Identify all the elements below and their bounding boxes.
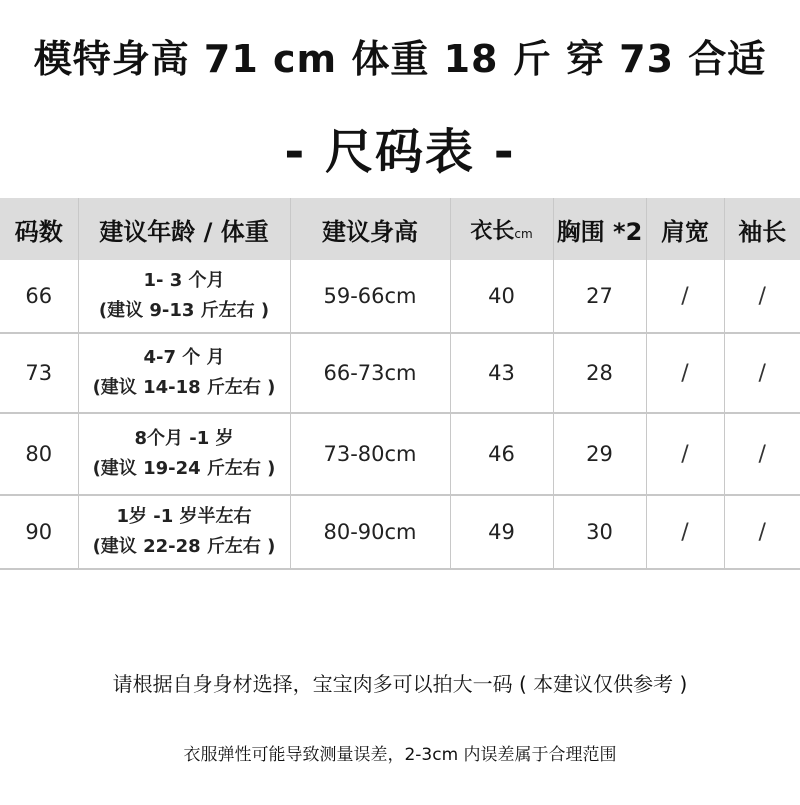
age-weight-cell	[78, 413, 290, 495]
length-cell: 40	[450, 260, 553, 333]
size-cell: 73	[0, 333, 78, 413]
model-info-headline: 模特身高 71 cm 体重 18 斤 穿 73 合适	[33, 37, 767, 81]
shoulder-cell: /	[646, 413, 724, 495]
sleeve-cell: /	[724, 333, 800, 413]
sleeve-cell: /	[724, 260, 800, 333]
col-header-shoulder: 肩宽	[646, 198, 724, 260]
col-header-age-weight: 建议年龄 / 体重	[78, 198, 290, 260]
sleeve-cell: /	[724, 413, 800, 495]
age-text: 8个月 -1 岁	[134, 428, 234, 449]
table-row	[0, 495, 800, 569]
weight-text: (建议 9-13 斤左右 )	[98, 300, 270, 321]
sizing-advice-note: 请根据自身身材选择，宝宝肉多可以拍大一码 ( 本建议仅供参考 )	[112, 672, 688, 696]
col-header-length-unit: cm	[514, 226, 533, 241]
table-row	[0, 260, 800, 333]
chest-cell: 30	[553, 495, 646, 569]
chest-cell: 29	[553, 413, 646, 495]
chest-cell: 27	[553, 260, 646, 333]
height-cell: 73-80cm	[290, 413, 450, 495]
shoulder-cell: /	[646, 495, 724, 569]
length-cell: 46	[450, 413, 553, 495]
col-header-length	[450, 198, 553, 260]
col-header-height: 建议身高	[290, 198, 450, 260]
height-cell: 80-90cm	[290, 495, 450, 569]
col-header-chest: 胸围 *2	[553, 198, 646, 260]
col-header-length-label: 衣长	[470, 218, 515, 244]
shoulder-cell: /	[646, 333, 724, 413]
age-weight-cell	[78, 495, 290, 569]
size-chart-title: - 尺码表 -	[284, 124, 516, 180]
measurement-tolerance-note: 衣服弹性可能导致测量误差，2-3cm 内误差属于合理范围	[183, 745, 617, 765]
size-cell: 90	[0, 495, 78, 569]
shoulder-cell: /	[646, 260, 724, 333]
size-cell: 80	[0, 413, 78, 495]
weight-text: (建议 14-18 斤左右 )	[92, 377, 276, 398]
col-header-size: 码数	[14, 217, 63, 246]
sleeve-cell: /	[724, 495, 800, 569]
age-text: 1岁 -1 岁半左右	[116, 506, 252, 527]
age-weight-cell	[78, 260, 290, 333]
height-cell: 59-66cm	[290, 260, 450, 333]
table-row	[0, 413, 800, 495]
chest-cell: 28	[553, 333, 646, 413]
age-weight-cell	[78, 333, 290, 413]
weight-text: (建议 22-28 斤左右 )	[92, 536, 276, 557]
size-cell: 66	[0, 260, 78, 333]
age-text: 4-7 个 月	[143, 347, 225, 368]
length-cell: 43	[450, 333, 553, 413]
size-chart-table	[0, 198, 800, 570]
table-row	[0, 333, 800, 413]
col-header-sleeve: 袖长	[724, 198, 800, 260]
table-header-row	[0, 198, 800, 260]
length-cell: 49	[450, 495, 553, 569]
height-cell: 66-73cm	[290, 333, 450, 413]
weight-text: (建议 19-24 斤左右 )	[92, 458, 276, 479]
age-text: 1- 3 个月	[143, 270, 225, 291]
